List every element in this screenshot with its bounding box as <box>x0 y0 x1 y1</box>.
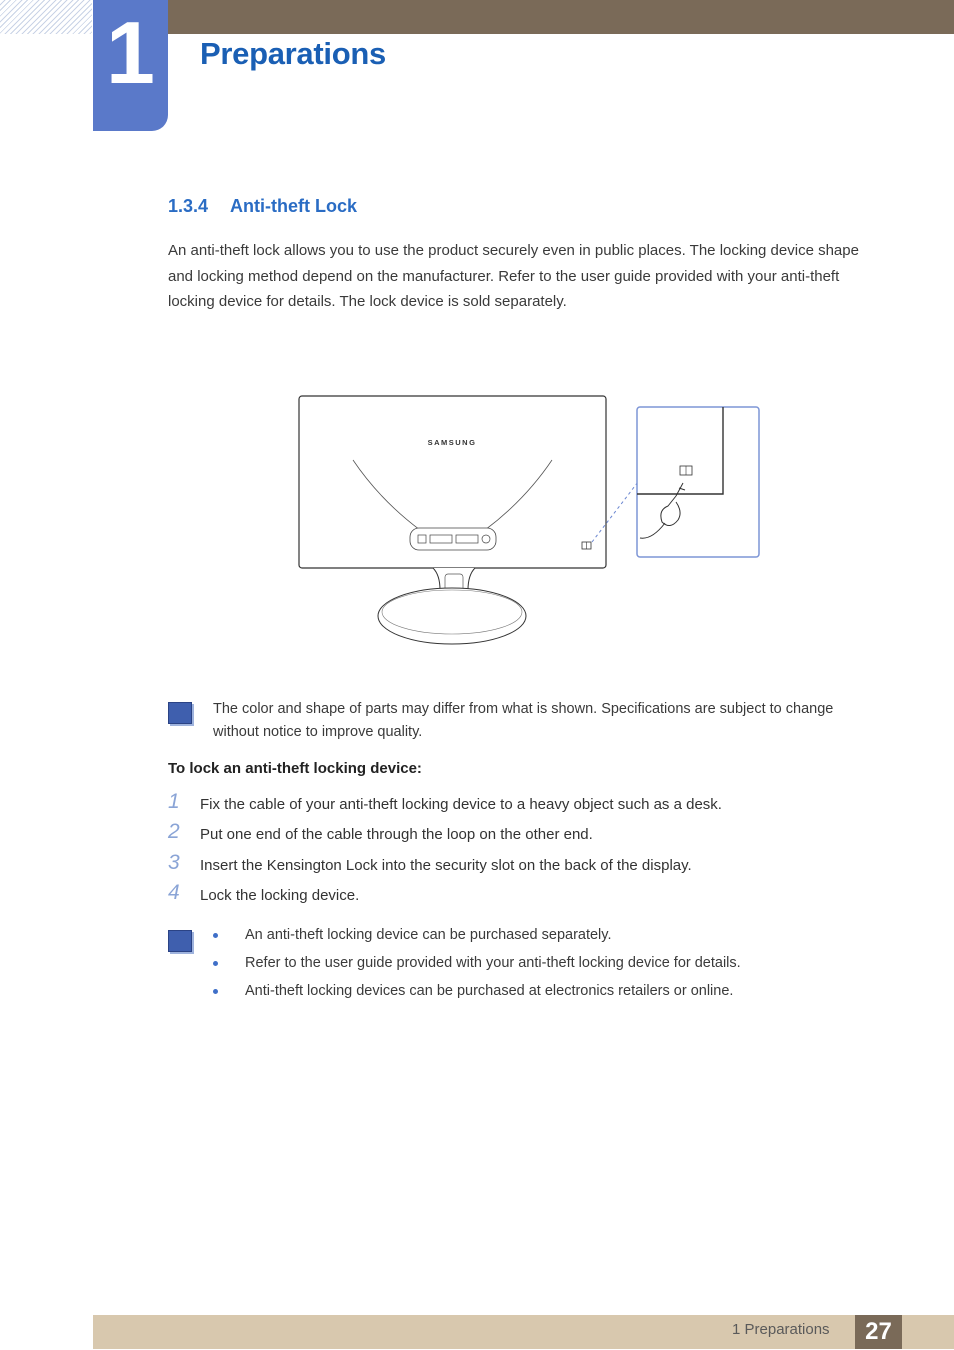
bullet-icon <box>213 989 218 994</box>
intro-paragraph: An anti-theft lock allows you to use the product securely even in public places. The locking device shape and locking method depend on the manufacturer. Refer to the user guide provided with your anti-theft locking device for details. The lock device is sold separately. <box>168 242 859 310</box>
procedure-title: To lock an anti-theft locking device: <box>168 760 422 777</box>
step-item <box>168 880 888 913</box>
header-bar <box>168 0 954 34</box>
section-heading <box>168 196 357 217</box>
step-text: Fix the cable of your anti-theft locking device to a heavy object such as a desk. <box>200 796 722 813</box>
step-number: 4 <box>168 880 180 904</box>
brand-logo: SAMSUNG <box>427 438 477 447</box>
section-number: 1.3.4 <box>168 196 209 216</box>
note-bullets <box>213 926 873 1010</box>
stand-base <box>378 588 526 644</box>
bullet-text: Anti-theft locking devices can be purchased at electronics retailers or online. <box>245 983 734 999</box>
step-item <box>168 822 888 852</box>
bullet-icon <box>213 933 218 938</box>
step-item <box>168 792 888 822</box>
bullet-item <box>213 982 873 1010</box>
note-icon <box>168 930 192 952</box>
footer-chapter-label: 1 Preparations <box>732 1321 830 1338</box>
steps-list <box>168 792 888 913</box>
step-number: 2 <box>168 820 180 844</box>
page-number: 27 <box>855 1315 902 1349</box>
step-text: Put one end of the cable through the loop on the other end. <box>200 826 593 844</box>
step-text: Lock the locking device. <box>200 886 360 904</box>
monitor-illustration <box>290 390 770 655</box>
bullet-icon <box>213 961 218 966</box>
bullet-text: Refer to the user guide provided with your anti-theft locking device for details. <box>245 955 741 971</box>
bullet-item <box>213 926 873 954</box>
step-number: 1 <box>168 790 180 813</box>
bullet-text: An anti-theft locking device can be purchased separately. <box>245 927 612 943</box>
chapter-title: Preparations <box>200 36 386 71</box>
chapter-number: 1 <box>106 3 155 102</box>
port-panel <box>410 528 496 550</box>
section-title: Anti-theft Lock <box>230 196 357 216</box>
step-text: Insert the Kensington Lock into the security slot on the back of the display. <box>200 856 692 874</box>
header-hatch-decoration <box>0 0 92 34</box>
step-number: 3 <box>168 850 180 874</box>
chapter-tab <box>93 0 168 131</box>
note-text: The color and shape of parts may differ from what is shown. Specifications are subject to change without notice to improve quality. <box>213 701 834 740</box>
note-icon <box>168 702 192 724</box>
monitor-figure <box>290 390 770 655</box>
step-item <box>168 850 888 883</box>
zoom-inset <box>637 407 759 557</box>
bullet-item <box>213 954 873 982</box>
